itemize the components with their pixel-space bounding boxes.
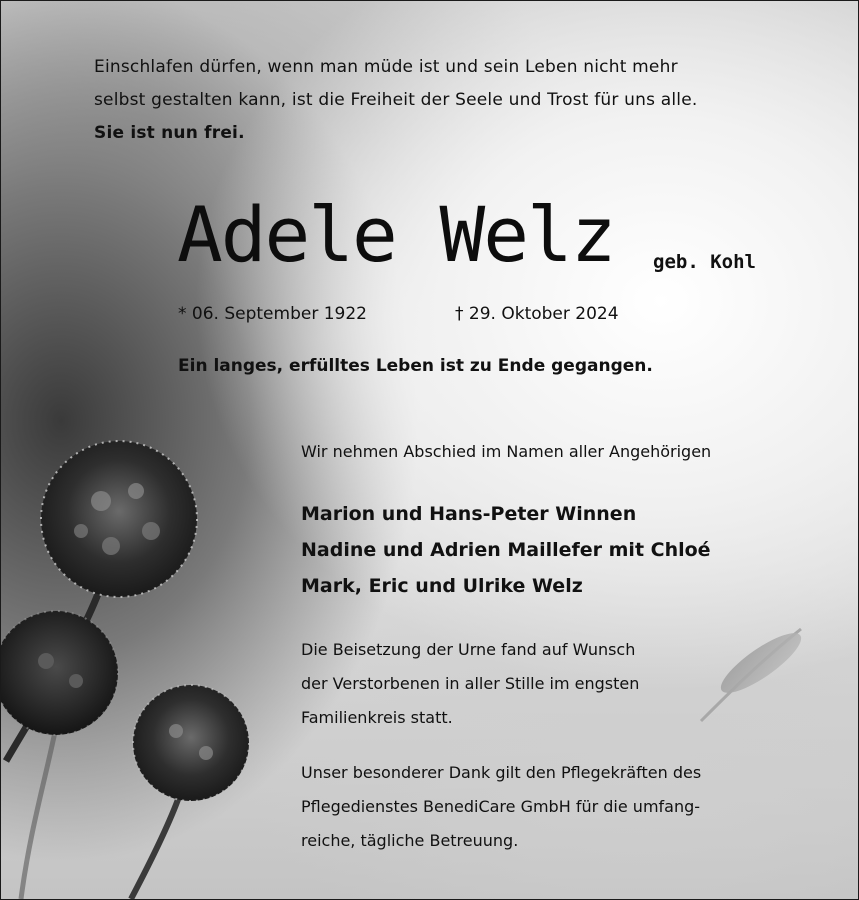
mourner-entry: Marion und Hans-Peter Winnen [301, 503, 637, 525]
birth-date: * 06. September 1922 [178, 304, 367, 324]
mourner-entry: Nadine und Adrien Maillefer mit Chloé [301, 539, 711, 561]
deceased-name: Adele Welz [177, 190, 615, 279]
thanks-line: Pflegedienstes BenediCare GmbH für die umfang- [301, 797, 701, 816]
tribute-line: Ein langes, erfülltes Leben ist zu Ende gegangen. [178, 356, 653, 376]
thanks-line: Unser besonderer Dank gilt den Pflegekräften des [301, 763, 702, 782]
thanks-line: reiche, tägliche Betreuung. [301, 831, 519, 850]
farewell-line: Wir nehmen Abschied im Namen aller Angehörigen [301, 442, 712, 461]
burial-line: Familienkreis statt. [301, 708, 453, 727]
mourners-list [301, 496, 711, 604]
thanks-note [301, 756, 701, 858]
life-dates [178, 301, 619, 327]
burial-note [301, 633, 639, 735]
burial-line: der Verstorbenen in aller Stille im engsten [301, 674, 640, 693]
verse-line: Einschlafen dürfen, wenn man müde ist und sein Leben nicht mehr [94, 57, 678, 77]
verse-emphasis: Sie ist nun frei. [94, 123, 245, 143]
memorial-verse [94, 51, 697, 150]
verse-line: selbst gestalten kann, ist die Freiheit der Seele und Trost für uns alle. [94, 90, 698, 110]
death-date: † 29. Oktober 2024 [455, 304, 619, 324]
mourner-entry: Mark, Eric und Ulrike Welz [301, 575, 583, 597]
maiden-name: geb. Kohl [653, 251, 756, 273]
burial-line: Die Beisetzung der Urne fand auf Wunsch [301, 640, 636, 659]
